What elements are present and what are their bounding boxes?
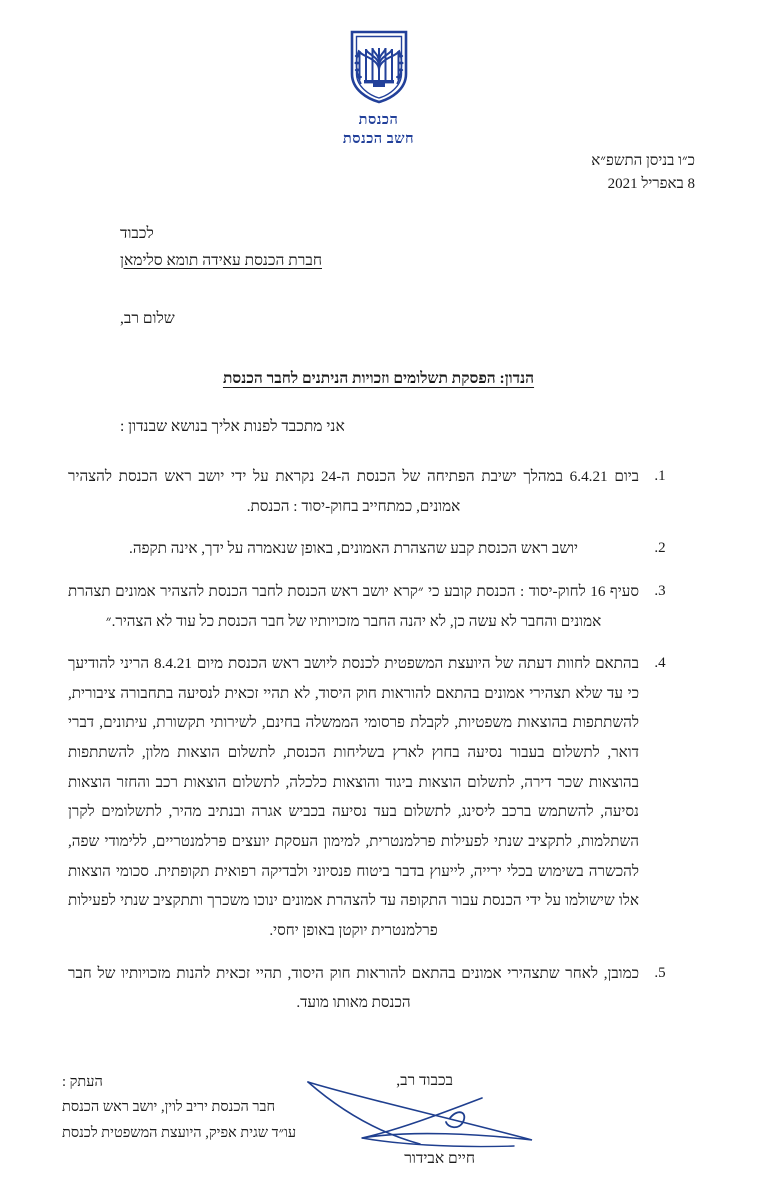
- copies-item: עו״ד שגית אפיק, היועצת המשפטית לכנסת: [62, 1124, 297, 1141]
- copies-header: העתק :: [62, 1073, 103, 1090]
- clause-list: [62, 462, 695, 1018]
- clause-text: כמובן, לאחר שתצהירי אמונים בהתאם להוראות חוק היסוד, תהיי זכאית להנות מזכויותיו של חבר הכנסת מאותו מועד.: [68, 964, 639, 1012]
- intro-paragraph: אני מתכבד לפנות אליך בנושא שבנדון :: [120, 417, 345, 435]
- subject-line: הנדון: הפסקת תשלומים וזכויות הניתנים לחבר הכנסת: [222, 369, 535, 387]
- letterhead-text: [62, 111, 695, 149]
- clause-number: 3.: [654, 582, 666, 599]
- clause-item: [68, 577, 665, 636]
- clause-item: [68, 462, 665, 521]
- clause-number: 4.: [654, 655, 666, 672]
- hebrew-date: כ״ו בניסן התשפ״א: [591, 153, 695, 169]
- signature-regards: בכבוד רב,: [396, 1071, 453, 1089]
- clause-text: סעיף 16 לחוק-יסוד : הכנסת קובע כי ״קרא יושב ראש הכנסת לחבר הכנסת להצהיר אמונים תצהרת אמונים והחבר לא עשה כן, לא יהנה החבר מזכויותיו של חבר הכנסת כל עוד לא הצהיר.״: [68, 582, 639, 630]
- israel-state-emblem-menorah-icon: [348, 28, 410, 102]
- clause-number: 1.: [654, 467, 666, 484]
- clause-text: ביום 6.4.21 במהלך ישיבת הפתיחה של הכנסת ה-24 נקראת על ידי יושב ראש הכנסת להצהיר אמונים, כמתחייב בחוק-יסוד : הכנסת.: [68, 467, 640, 515]
- clause-item: [68, 649, 665, 945]
- addressee-name: חברת הכנסת עאידה תומא סלימאן: [120, 251, 322, 269]
- addressee-block: [62, 221, 695, 274]
- greeting: שלום רב,: [120, 309, 175, 327]
- date-block: [591, 150, 695, 197]
- copies-item: חבר הכנסת יריב לוין, יושב ראש הכנסת: [62, 1099, 276, 1116]
- clause-text: יושב ראש הכנסת קבע שהצהרת האמונים, באופן שנאמרה על ידך, אינה תקפה.: [129, 540, 578, 558]
- clause-item: [68, 534, 665, 564]
- addressee-to: לכבוד: [120, 225, 154, 243]
- letterhead-line-1: הכנסת: [358, 112, 399, 128]
- clause-text: בהתאם לחוות דעתה של היועצת המשפטית לכנסת ליושב ראש הכנסת מיום 8.4.21 הריני להודיעך כי עד שלא תצהירי אמונים בהתאם להוראות חוק היסוד, לא תהיי זכאית לנסיעה בתחבורה ציבורית, להשתתפות בהוצאות משפטיות, לקבלת פרסומי הממשלה בחינם, לשירותי תקשורת, עיתונים, דברי דואר, לתשלום בעבור נסיעה בחוץ לארץ בשליחות הכנסת, לתשלום הוצאות מלון, להשתתפות בהוצאות שכר דירה, לתשלום הוצאות ביגוד והוצאות כלכלה, לתשלום הוצאות רכב והחזר הוצאות נסיעה, להשתמש ברכב ליסינג, לתשלום בעד נסיעה בכביש אגרה ובנתיב מהיר, לתשלומים לקרן השתלמות, לתקציב שנתי לפעילות פרלמנטרית, למימון העסקת יועצים פרלמנטריים, ללימודי שפה, להכשרה בשימוש בכלי ירייה, לייעוץ בדבר ביטוח פנסיוני ולבדיקה רפואית תקופתית. סכומי הוצאות אלו שישולמו על ידי הכנסת עבור התקופה עד להצהרת אמונים ינוכו משכרך ותתקציב שנתי לפעילות פרלמנטרית יוקטן באופן יחסי.: [68, 655, 639, 939]
- gregorian-date: 8 באפריל 2021: [607, 176, 695, 193]
- clause-number: 5.: [654, 964, 666, 981]
- copies-block: [62, 1070, 296, 1146]
- clause-item: [68, 959, 665, 1018]
- signature-name: חיים אבידור: [404, 1149, 475, 1167]
- letterhead: [62, 0, 695, 149]
- letterhead-line-2: חשב הכנסת: [342, 131, 415, 148]
- clause-number: 2.: [654, 540, 666, 557]
